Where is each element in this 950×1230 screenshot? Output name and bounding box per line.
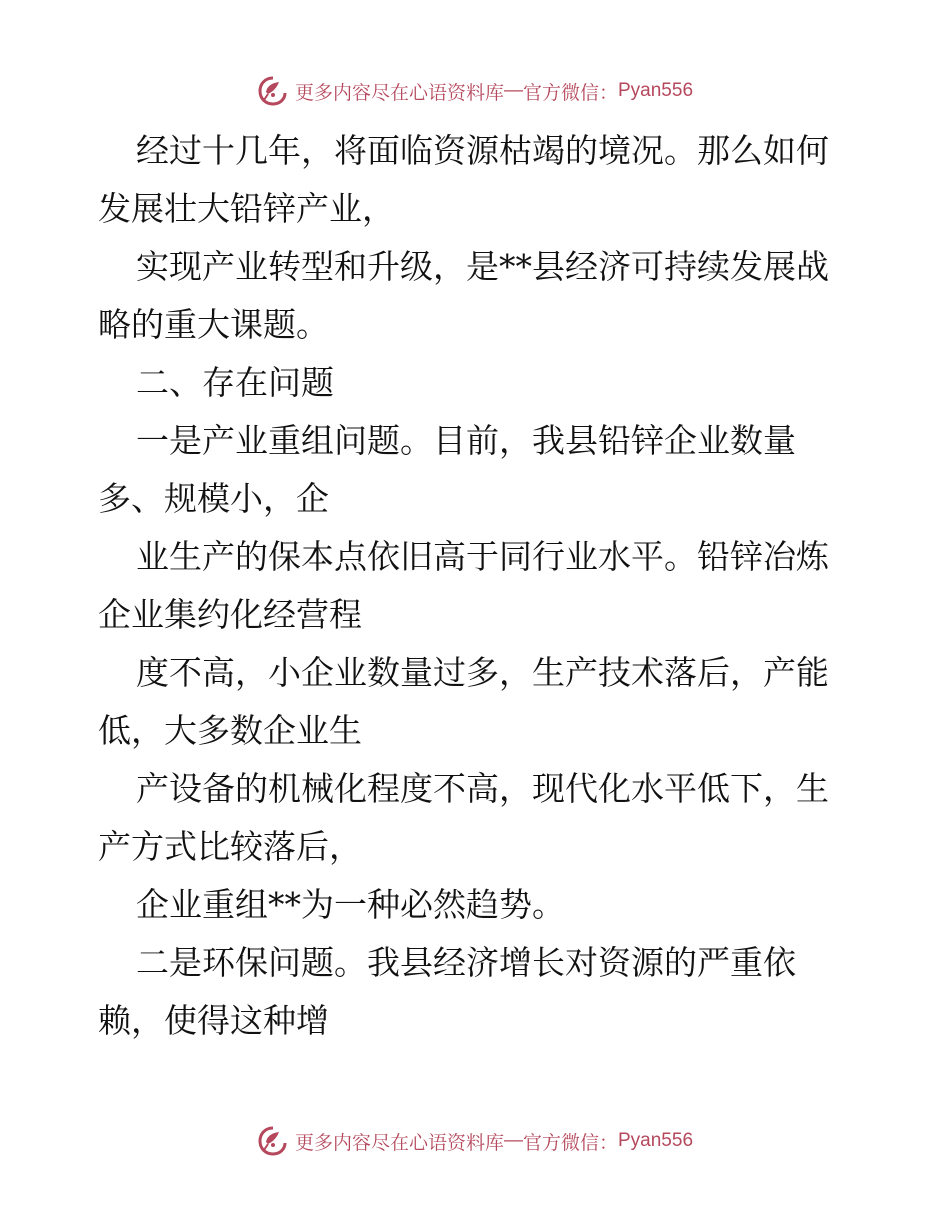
paragraph-line: 多、规模小，企 bbox=[98, 479, 329, 518]
paragraph-line: 略的重大课题。 bbox=[98, 305, 329, 344]
paragraph-line: 企业集约化经营程 bbox=[98, 595, 362, 634]
section-heading: 二、存在问题 bbox=[136, 363, 334, 402]
paragraph-line: 产设备的机械化程度不高，现代化水平低下，生 bbox=[136, 769, 829, 808]
paragraph-line: 企业重组**为一种必然趋势。 bbox=[136, 885, 565, 924]
paragraph-line: 二是环保问题。我县经济增长对资源的严重依 bbox=[136, 943, 796, 982]
header-banner-separator: — bbox=[503, 80, 523, 101]
paragraph-line: 发展壮大铅锌产业， bbox=[98, 189, 395, 228]
footer-watermark-banner bbox=[0, 1121, 950, 1161]
footer-banner-text: 更多内容尽在心语资料库 bbox=[294, 1131, 504, 1154]
paragraph-line: 经过十几年，将面临资源枯竭的境况。那么如何 bbox=[136, 131, 829, 170]
document-body bbox=[98, 122, 858, 1050]
header-contact-id: Pyan556 bbox=[618, 80, 694, 101]
paragraph-line: 低，大多数企业生 bbox=[98, 711, 362, 750]
paragraph-line: 实现产业转型和升级，是**县经济可持续发展战 bbox=[136, 247, 829, 286]
quill-swirl-logo-icon bbox=[257, 75, 289, 107]
header-contact-label: 官方微信： bbox=[522, 81, 618, 104]
header-watermark-banner bbox=[0, 71, 950, 111]
quill-swirl-logo-icon bbox=[257, 1125, 289, 1157]
paragraph-line: 赖，使得这种增 bbox=[98, 1001, 329, 1040]
paragraph-line: 一是产业重组问题。目前，我县铅锌企业数量 bbox=[136, 421, 796, 460]
footer-contact-id: Pyan556 bbox=[618, 1130, 694, 1151]
paragraph-line: 业生产的保本点依旧高于同行业水平。铅锌冶炼 bbox=[136, 537, 829, 576]
footer-contact-label: 官方微信： bbox=[522, 1131, 618, 1154]
paragraph-line: 产方式比较落后， bbox=[98, 827, 362, 866]
header-banner-text: 更多内容尽在心语资料库 bbox=[294, 81, 504, 104]
paragraph-line: 度不高，小企业数量过多，生产技术落后，产能 bbox=[136, 653, 829, 692]
footer-banner-separator: — bbox=[503, 1130, 523, 1151]
